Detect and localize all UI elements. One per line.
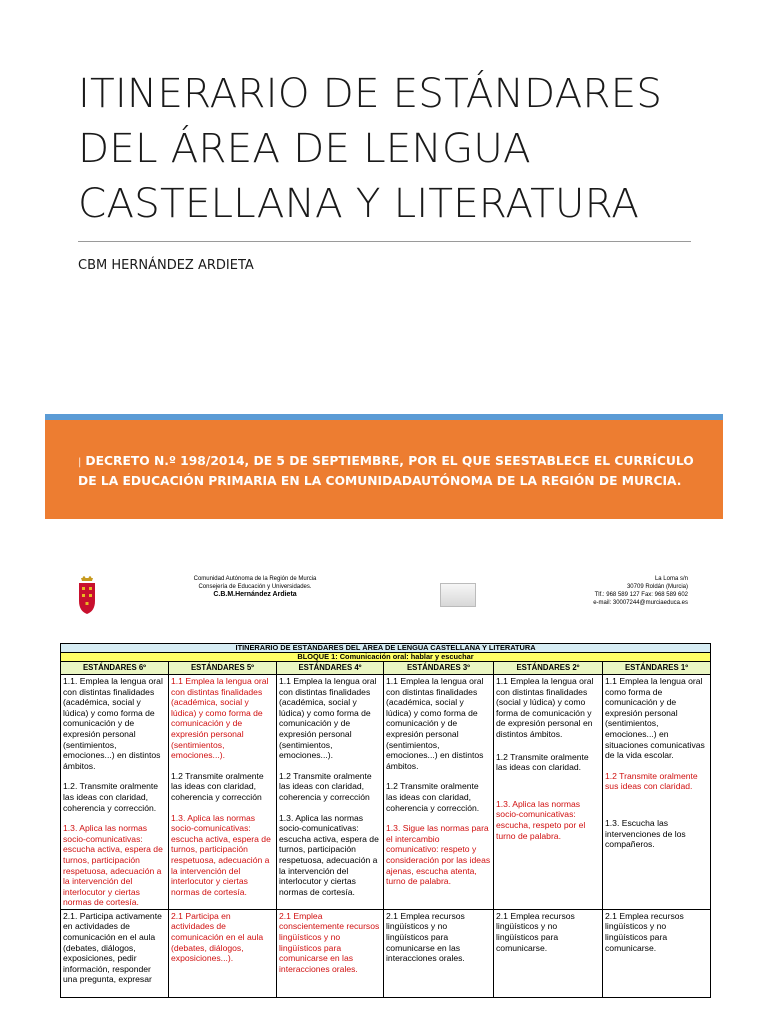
header-5: ESTÁNDARES 5º (169, 662, 277, 675)
cell-6-std1 (61, 675, 169, 910)
standard-1-1: 1.1 Emplea la lengua oral con distintas finalidades (académica, social y lúdica) y como forma de comunicación y de expresión personal (sentimientos, emociones...). (171, 676, 269, 761)
standard-1-3: 1.3. Escucha las intervenciones de los compañeros. (605, 817, 686, 850)
cell-6-std2 (61, 909, 169, 997)
table-title: ITINERARIO DE ESTÁNDARES DEL ÁREA DE LENGUA CASTELLANA Y LITERATURA (61, 644, 711, 653)
standard-1-2: 1.2 Transmite oralmente las ideas con claridad. (496, 751, 589, 773)
address-line-3: Tlf.: 968 589 127 Fax: 968 589 602 (594, 592, 688, 598)
standard-1-2: 1.2 Transmite oralmente las ideas con claridad, coherencia y corrección (279, 770, 372, 802)
decree-banner (45, 420, 723, 519)
cell-5-std1 (169, 675, 277, 910)
standard-1-2: 1.2 Transmite oralmente sus ideas con claridad. (605, 770, 698, 792)
cell-2-std2 (494, 909, 603, 997)
standard-2-1: 2.1 Participa en actividades de comunicación en el aula (debates, diálogos, exposiciones...). (171, 910, 264, 964)
standard-1-3: 1.3. Sigue las normas para el intercambio comunicativo: respeto y consideración por las ideas ajenas, escucha atenta, turno de palabra. (386, 823, 491, 887)
address-line-1: La Loma s/n (654, 576, 688, 582)
header-6: ESTÁNDARES 6º (61, 662, 169, 675)
standard-1-1: 1.1 Emplea la lengua oral como forma de comunicación y de expresión personal (sentimientos, emociones...) en situaciones comunicativas de la vida escolar. (605, 676, 705, 761)
standard-2-1: 2.1. Participa activamente en actividades de comunicación en el aula (debates, diálogos, exposiciones, pedir información, responder una pregunta, expresar (63, 910, 162, 985)
standard-2-1: 2.1 Emplea recursos lingüísticos y no lingüísticos para comunicarse en las interacciones orales. (386, 910, 465, 964)
decree-text: DECRETO N.º 198/2014, DE 5 DE SEPTIEMBRE, POR EL QUE SEESTABLECE EL CURRÍCULO DE LA EDUCACIÓN PRIMARIA EN LA COMUNIDADAUTÓNOMA DE LA REGIÓN DE MURCIA. (78, 454, 694, 488)
institution-line-1: Comunidad Autónoma de la Región de Murcia (193, 576, 317, 582)
standard-2-1: 2.1 Emplea recursos lingüísticos y no lingüísticos para comunicarse. (496, 910, 575, 953)
institution-line-2: Consejería de Educación y Universidades. (198, 584, 312, 590)
standard-1-1: 1.1 Emplea la lengua oral con distintas finalidades (social y lúdica) y como forma de comunicación y de expresión personal en distintos ámbitos. (496, 676, 594, 739)
title-divider (78, 241, 691, 242)
block-title: BLOQUE 1: Comunicación oral: hablar y escuchar (61, 653, 711, 662)
letterhead (70, 572, 700, 617)
header-3: ESTÁNDARES 3º (384, 662, 494, 675)
standard-2-1: 2.1 Emplea conscientemente recursos lingüísticos y no lingüísticos para comunicarse en las interacciones orales. (279, 910, 380, 974)
cell-4-std1 (277, 675, 384, 910)
cell-4-std2 (277, 909, 384, 997)
cell-2-std1 (494, 675, 603, 910)
table-row (61, 909, 711, 997)
standard-1-2: 1.2 Transmite oralmente las ideas con claridad, coherencia y corrección (171, 770, 264, 802)
standard-1-1: 1.1. Emplea la lengua oral con distintas finalidades (académica, social y lúdica) y como forma de comunicación y de expresión personal (sentimientos, emociones...) en distintos ámbitos. (63, 676, 163, 771)
standard-1-2: 1.2 Transmite oralmente las ideas con claridad, coherencia y corrección. (386, 781, 480, 813)
header-1: ESTÁNDARES 1º (603, 662, 711, 675)
standard-1-1: 1.1 Emplea la lengua oral con distintas finalidades (académica, social y lúdica) y como forma de comunicación y de expresión personal (sentimientos, emociones...) en distintos ámbitos. (386, 676, 484, 771)
region-crest-icon (77, 575, 97, 615)
header-2: ESTÁNDARES 2º (494, 662, 603, 675)
institution-line-3: C.B.M.Hernández Ardieta (213, 591, 297, 598)
banner-marker: | (78, 457, 82, 468)
cell-3-std1 (384, 675, 494, 910)
cell-1-std1 (603, 675, 711, 910)
standard-2-1: 2.1 Emplea recursos lingüísticos y no lingüísticos para comunicarse. (605, 910, 684, 953)
cell-5-std2 (169, 909, 277, 997)
standard-1-3: 1.3. Aplica las normas socio-comunicativas: escucha activa, espera de turnos, participación respetuosa, adecuación a la intervención del interlocutor y ciertas normas de cortesía. (171, 812, 271, 897)
standard-1-3: 1.3. Aplica las normas socio-comunicativas: escucha activa, espera de turnos, participación respetuosa, adecuación a la intervención del interlocutor y ciertas normas de cortesía. (279, 812, 379, 897)
address-line-2: 30709 Roldán (Murcia) (626, 584, 688, 590)
standard-1-2: 1.2. Transmite oralmente las ideas con claridad, coherencia y corrección. (63, 781, 159, 813)
table-row (61, 675, 711, 910)
document-title: ITINERARIO DE ESTÁNDARES DEL ÁREA DE LENGUA CASTELLANA Y LITERATURA (78, 69, 663, 227)
standard-1-3: 1.3. Aplica las normas socio-comunicativas: escucha, respeto por el turno de palabra. (496, 798, 586, 841)
school-building-image (440, 583, 476, 607)
standard-1-3: 1.3. Aplica las normas socio-comunicativas: escucha activa, espera de turnos, participación respetuosa, adecuación a la intervención del interlocutor y ciertas normas de cortesía. (63, 823, 163, 908)
school-name: CBM HERNÁNDEZ ARDIETA (78, 258, 254, 273)
institution-block (170, 575, 340, 599)
address-block (528, 575, 688, 607)
header-4: ESTÁNDARES 4º (277, 662, 384, 675)
standards-table (60, 643, 711, 998)
cell-1-std2 (603, 909, 711, 997)
address-line-4: e-mail: 30007244@murciaeduca.es (593, 600, 688, 606)
standard-1-1: 1.1 Emplea la lengua oral con distintas finalidades (académica, social y lúdica) y como forma de comunicación y de expresión personal (sentimientos, emociones...). (279, 676, 377, 761)
cell-3-std2 (384, 909, 494, 997)
